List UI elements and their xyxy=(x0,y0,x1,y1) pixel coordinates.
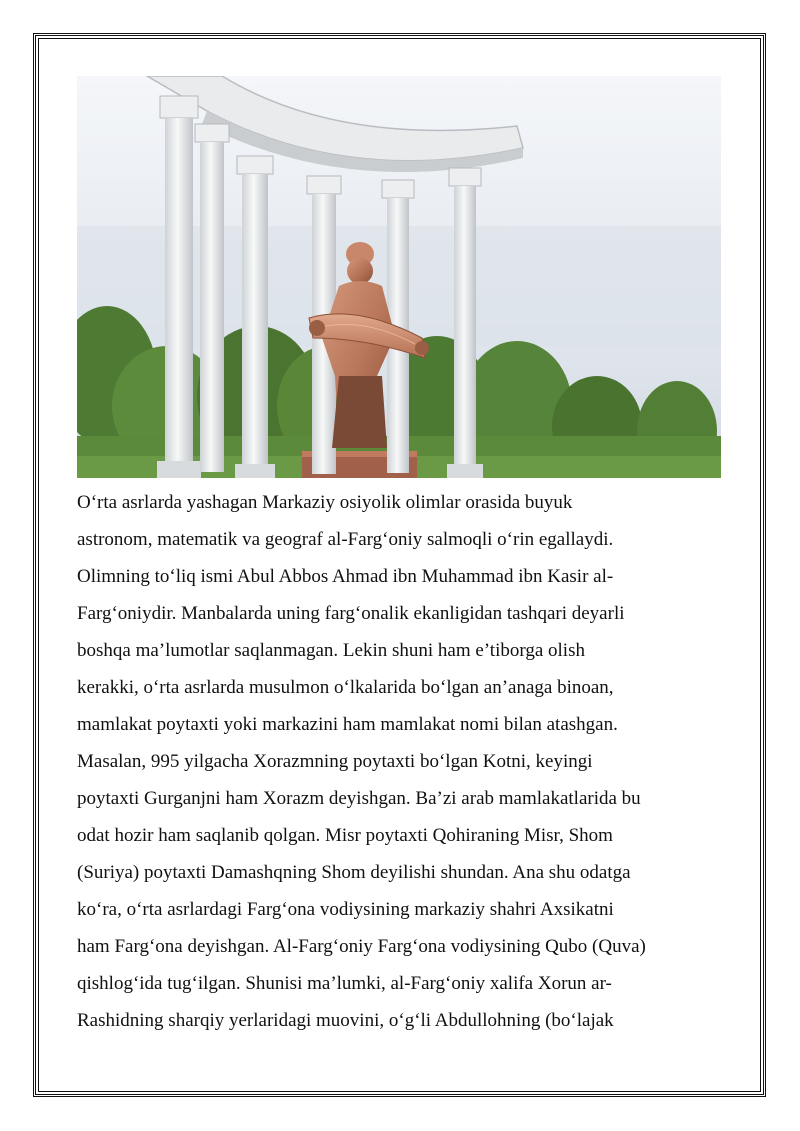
text-line: Olimning to‘liq ismi Abul Abbos Ahmad ibn Muhammad ibn Kasir al- xyxy=(77,566,614,587)
text-line: poytaxti Gurganjni ham Xorazm deyishgan. Ba’zi arab mamlakatlarida bu xyxy=(77,788,641,809)
text-line: qishlog‘ida tug‘ilgan. Shunisi ma’lumki, al-Farg‘oniy xalifa Xorun ar- xyxy=(77,973,612,994)
text-line: astronom, matematik va geograf al-Farg‘oniy salmoqli o‘rin egallaydi. xyxy=(77,529,614,550)
text-line: Masalan, 995 yilgacha Xorazmning poytaxti bo‘lgan Kotni, keyingi xyxy=(77,751,593,772)
statue-illustration xyxy=(77,76,721,478)
text-line: boshqa ma’lumotlar saqlanmagan. Lekin shuni ham e’tiborga olish xyxy=(77,640,585,661)
monument-photo xyxy=(77,76,721,478)
text-line: ko‘ra, o‘rta asrlardagi Farg‘ona vodiysining markaziy shahri Axsikatni xyxy=(77,899,614,920)
text-line: O‘rta asrlarda yashagan Markaziy osiyolik olimlar orasida buyuk xyxy=(77,492,573,513)
text-line: odat hozir ham saqlanib qolgan. Misr poytaxti Qohiraning Misr, Shom xyxy=(77,825,613,846)
text-line: Rashidning sharqiy yerlaridagi muovini, o‘g‘li Abdullohning (bo‘lajak xyxy=(77,1010,614,1031)
article-paragraph xyxy=(77,484,723,1039)
text-line: (Suriya) poytaxti Damashqning Shom deyilishi shundan. Ana shu odatga xyxy=(77,862,631,883)
text-line: Farg‘oniydir. Manbalarda uning farg‘onalik ekanligidan tashqari deyarli xyxy=(77,603,625,624)
text-line: kerakki, o‘rta asrlarda musulmon o‘lkalarida bo‘lgan an’anaga binoan, xyxy=(77,677,614,698)
text-line: mamlakat poytaxti yoki markazini ham mamlakat nomi bilan atashgan. xyxy=(77,714,618,735)
text-line: ham Farg‘ona deyishgan. Al-Farg‘oniy Farg‘ona vodiysining Qubo (Quva) xyxy=(77,936,646,957)
